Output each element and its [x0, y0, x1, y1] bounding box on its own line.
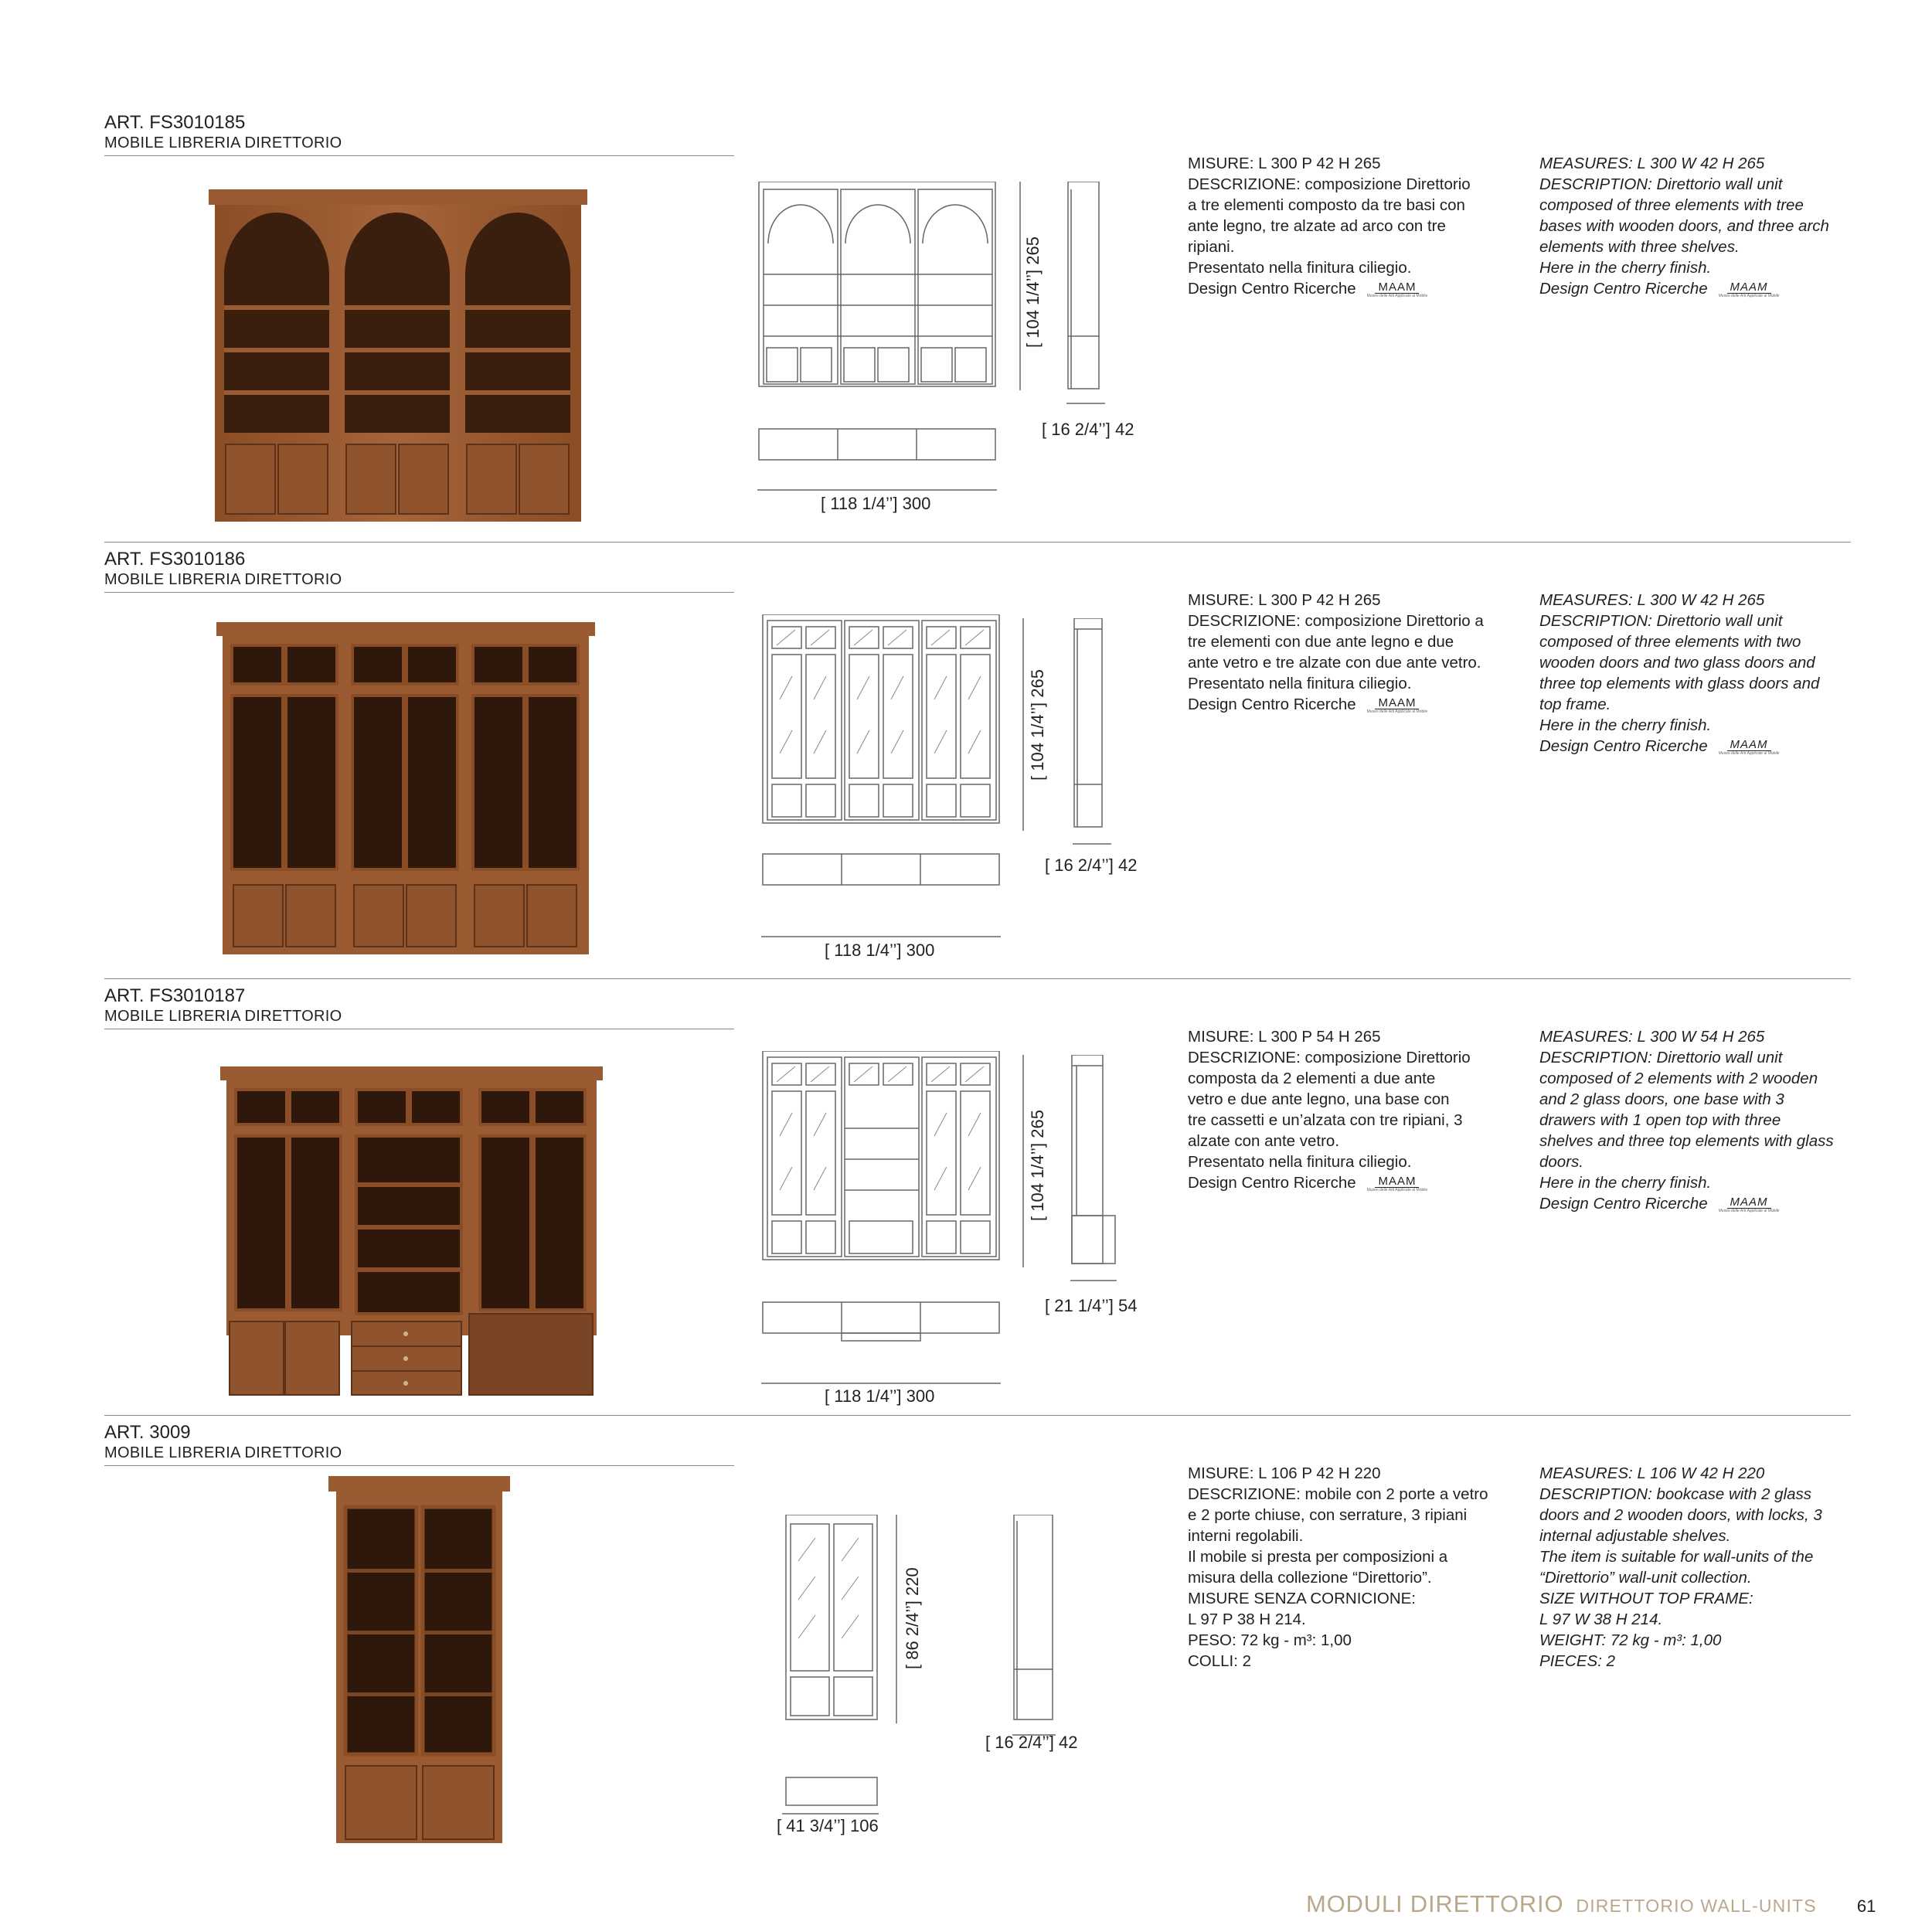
dimension-width: [ 118 1/4’’] 300 [821, 494, 931, 513]
section-divider [104, 542, 1851, 543]
product-photo [216, 622, 595, 954]
dimension-height: [ 104 1/4’’] 265 [1028, 1110, 1047, 1221]
section-divider [104, 1415, 1851, 1416]
dimension-depth: [ 16 2/4’’] 42 [985, 1733, 1078, 1752]
article-subtitle: MOBILE LIBRERIA DIRETTORIO [104, 1008, 342, 1025]
dimension-width: [ 118 1/4’’] 300 [825, 1386, 935, 1406]
article-section-1 [0, 112, 1932, 549]
product-photo [209, 189, 587, 522]
technical-drawing-front [761, 1051, 1001, 1356]
design-credit: Design Centro Ricerche [1188, 1174, 1356, 1192]
description-english: MEASURES: L 106 W 42 H 220 DESCRIPTION: bookcase with 2 glass doors and 2 wooden doors, with locks, 3 internal adjustable shelves. The item is suitable for wall-units of the “Direttorio” wall-unit collection. SIZE WITHOUT TOP FRAME: L 97 W 38 H 214. WEIGHT: 72 kg - m³: 1,00 PIECES: 2 [1539, 1464, 1822, 1670]
dimension-line-vertical [1022, 1055, 1025, 1267]
description-italian: MISURE: L 300 P 42 H 265 DESCRIZIONE: composizione Direttorio a tre elementi con due ante legno e due ante vetro e tre alzate con due ante vetro. Presentato nella finitura ciliegio. Design Centro Ricerche MAAM Museo delle Arti Applicate al Mobile [1188, 591, 1484, 714]
description-italian: MISURE: L 300 P 54 H 265 DESCRIZIONE: composizione Direttorio composta da 2 elementi a due ante vetro e due ante legno, una base con tre cassetti e un’alzata con tre ripiani, 3 alzate con ante vetro. Presentato nella finitura ciliegio. Design Centro Ricerche MAAM Museo delle Arti Applicate al Mobile [1188, 1028, 1471, 1192]
maam-logo: MAAM Museo delle Arti Applicate al Mobile [1366, 281, 1428, 298]
design-credit: Design Centro Ricerche [1188, 280, 1356, 298]
dimension-line-horizontal [761, 935, 1001, 938]
article-code: ART. FS3010187 [104, 985, 246, 1006]
description-italian: MISURE: L 300 P 42 H 265 DESCRIZIONE: composizione Direttorio a tre elementi composto da tre basi con ante legno, tre alzate ad arco con tre ripiani. Presentato nella finitura ciliegio. Design Centro Ricerche MAAM Museo delle Arti Applicate al Mobile [1188, 155, 1471, 298]
maam-logo: MAAM Museo delle Arti Applicate al Mobile [1718, 281, 1780, 298]
dimension-line-vertical [895, 1515, 898, 1723]
maam-logo: MAAM Museo delle Arti Applicate al Mobile [1366, 696, 1428, 714]
divider [104, 1465, 734, 1466]
description-english: MEASURES: L 300 W 42 H 265 DESCRIPTION: Direttorio wall unit composed of three elements with tree bases with wooden doors, and three arch elements with three shelves. Here in the cherry finish. Design Centro Ricerche MAAM Museo delle Arti Applicate al Mobile [1539, 155, 1829, 298]
section-divider [104, 978, 1851, 979]
page-footer [1306, 1890, 1876, 1918]
dimension-line-vertical [1022, 618, 1025, 831]
technical-drawing-front [761, 614, 1001, 889]
technical-drawing-front [784, 1515, 881, 1808]
page-number: 61 [1856, 1896, 1876, 1916]
article-code: ART. FS3010185 [104, 112, 246, 133]
divider [104, 592, 734, 593]
footer-subtitle: DIRETTORIO WALL-UNITS [1576, 1896, 1817, 1916]
description-english: MEASURES: L 300 W 54 H 265 DESCRIPTION: Direttorio wall unit composed of 2 elements with 2 wooden and 2 glass doors, one base with 3 drawers with 1 open top with three shelves and three top elements with glass doors. Here in the cherry finish. Design Centro Ricerche MAAM Museo delle Arti Applicate al Mobile [1539, 1028, 1834, 1213]
article-subtitle: MOBILE LIBRERIA DIRETTORIO [104, 1444, 342, 1461]
technical-drawing-side [1070, 1055, 1124, 1287]
design-credit: Design Centro Ricerche [1539, 280, 1708, 298]
article-section-3 [0, 985, 1932, 1422]
dimension-width: [ 41 3/4’’] 106 [777, 1816, 879, 1835]
technical-drawing-side [1066, 182, 1105, 406]
maam-logo: MAAM Museo delle Arti Applicate al Mobile [1718, 738, 1780, 756]
divider [104, 155, 734, 156]
article-section-4 [0, 1422, 1932, 1855]
product-photo [220, 1066, 603, 1399]
dimension-depth: [ 16 2/4’’] 42 [1042, 420, 1134, 439]
dimension-height: [ 86 2/4’’] 220 [903, 1567, 922, 1669]
article-code: ART. 3009 [104, 1422, 191, 1443]
description-english: MEASURES: L 300 W 42 H 265 DESCRIPTION: Direttorio wall unit composed of three elements with two wooden doors and two glass doors and three top elements with glass doors and top frame. Here in the cherry finish. Design Centro Ricerche MAAM Museo delle Arti Applicate al Mobile [1539, 591, 1820, 756]
dimension-width: [ 118 1/4’’] 300 [825, 940, 935, 960]
dimension-line-horizontal [761, 1382, 1001, 1385]
maam-logo: MAAM Museo delle Arti Applicate al Mobile [1366, 1175, 1428, 1192]
technical-drawing-side [1073, 618, 1111, 850]
footer-title: MODULI DIRETTORIO [1306, 1890, 1564, 1917]
dimension-line-horizontal [757, 488, 997, 492]
article-section-2 [0, 549, 1932, 985]
dimension-line-vertical [1019, 182, 1022, 390]
dimension-depth: [ 21 1/4’’] 54 [1045, 1296, 1138, 1315]
design-credit: Design Centro Ricerche [1539, 1195, 1708, 1213]
dimension-line-horizontal [782, 1812, 879, 1815]
technical-drawing-front [757, 182, 997, 468]
product-photo [328, 1476, 510, 1843]
design-credit: Design Centro Ricerche [1539, 737, 1708, 755]
dimension-height: [ 104 1/4’’] 265 [1023, 236, 1043, 348]
dimension-height: [ 104 1/4’’] 265 [1028, 669, 1047, 781]
technical-drawing-side [1012, 1515, 1059, 1739]
design-credit: Design Centro Ricerche [1188, 696, 1356, 713]
dimension-depth: [ 16 2/4’’] 42 [1045, 855, 1138, 875]
article-code: ART. FS3010186 [104, 549, 246, 570]
article-subtitle: MOBILE LIBRERIA DIRETTORIO [104, 134, 342, 151]
description-italian: MISURE: L 106 P 42 H 220 DESCRIZIONE: mobile con 2 porte a vetro e 2 porte chiuse, con serrature, 3 ripiani interni regolabili. Il mobile si presta per composizioni a misura della collezione “Direttorio”. MISURE SENZA CORNICIONE: L 97 P 38 H 214. PESO: 72 kg - m³: 1,00 COLLI: 2 [1188, 1464, 1488, 1670]
article-subtitle: MOBILE LIBRERIA DIRETTORIO [104, 571, 342, 588]
maam-logo: MAAM Museo delle Arti Applicate al Mobile [1718, 1196, 1780, 1213]
